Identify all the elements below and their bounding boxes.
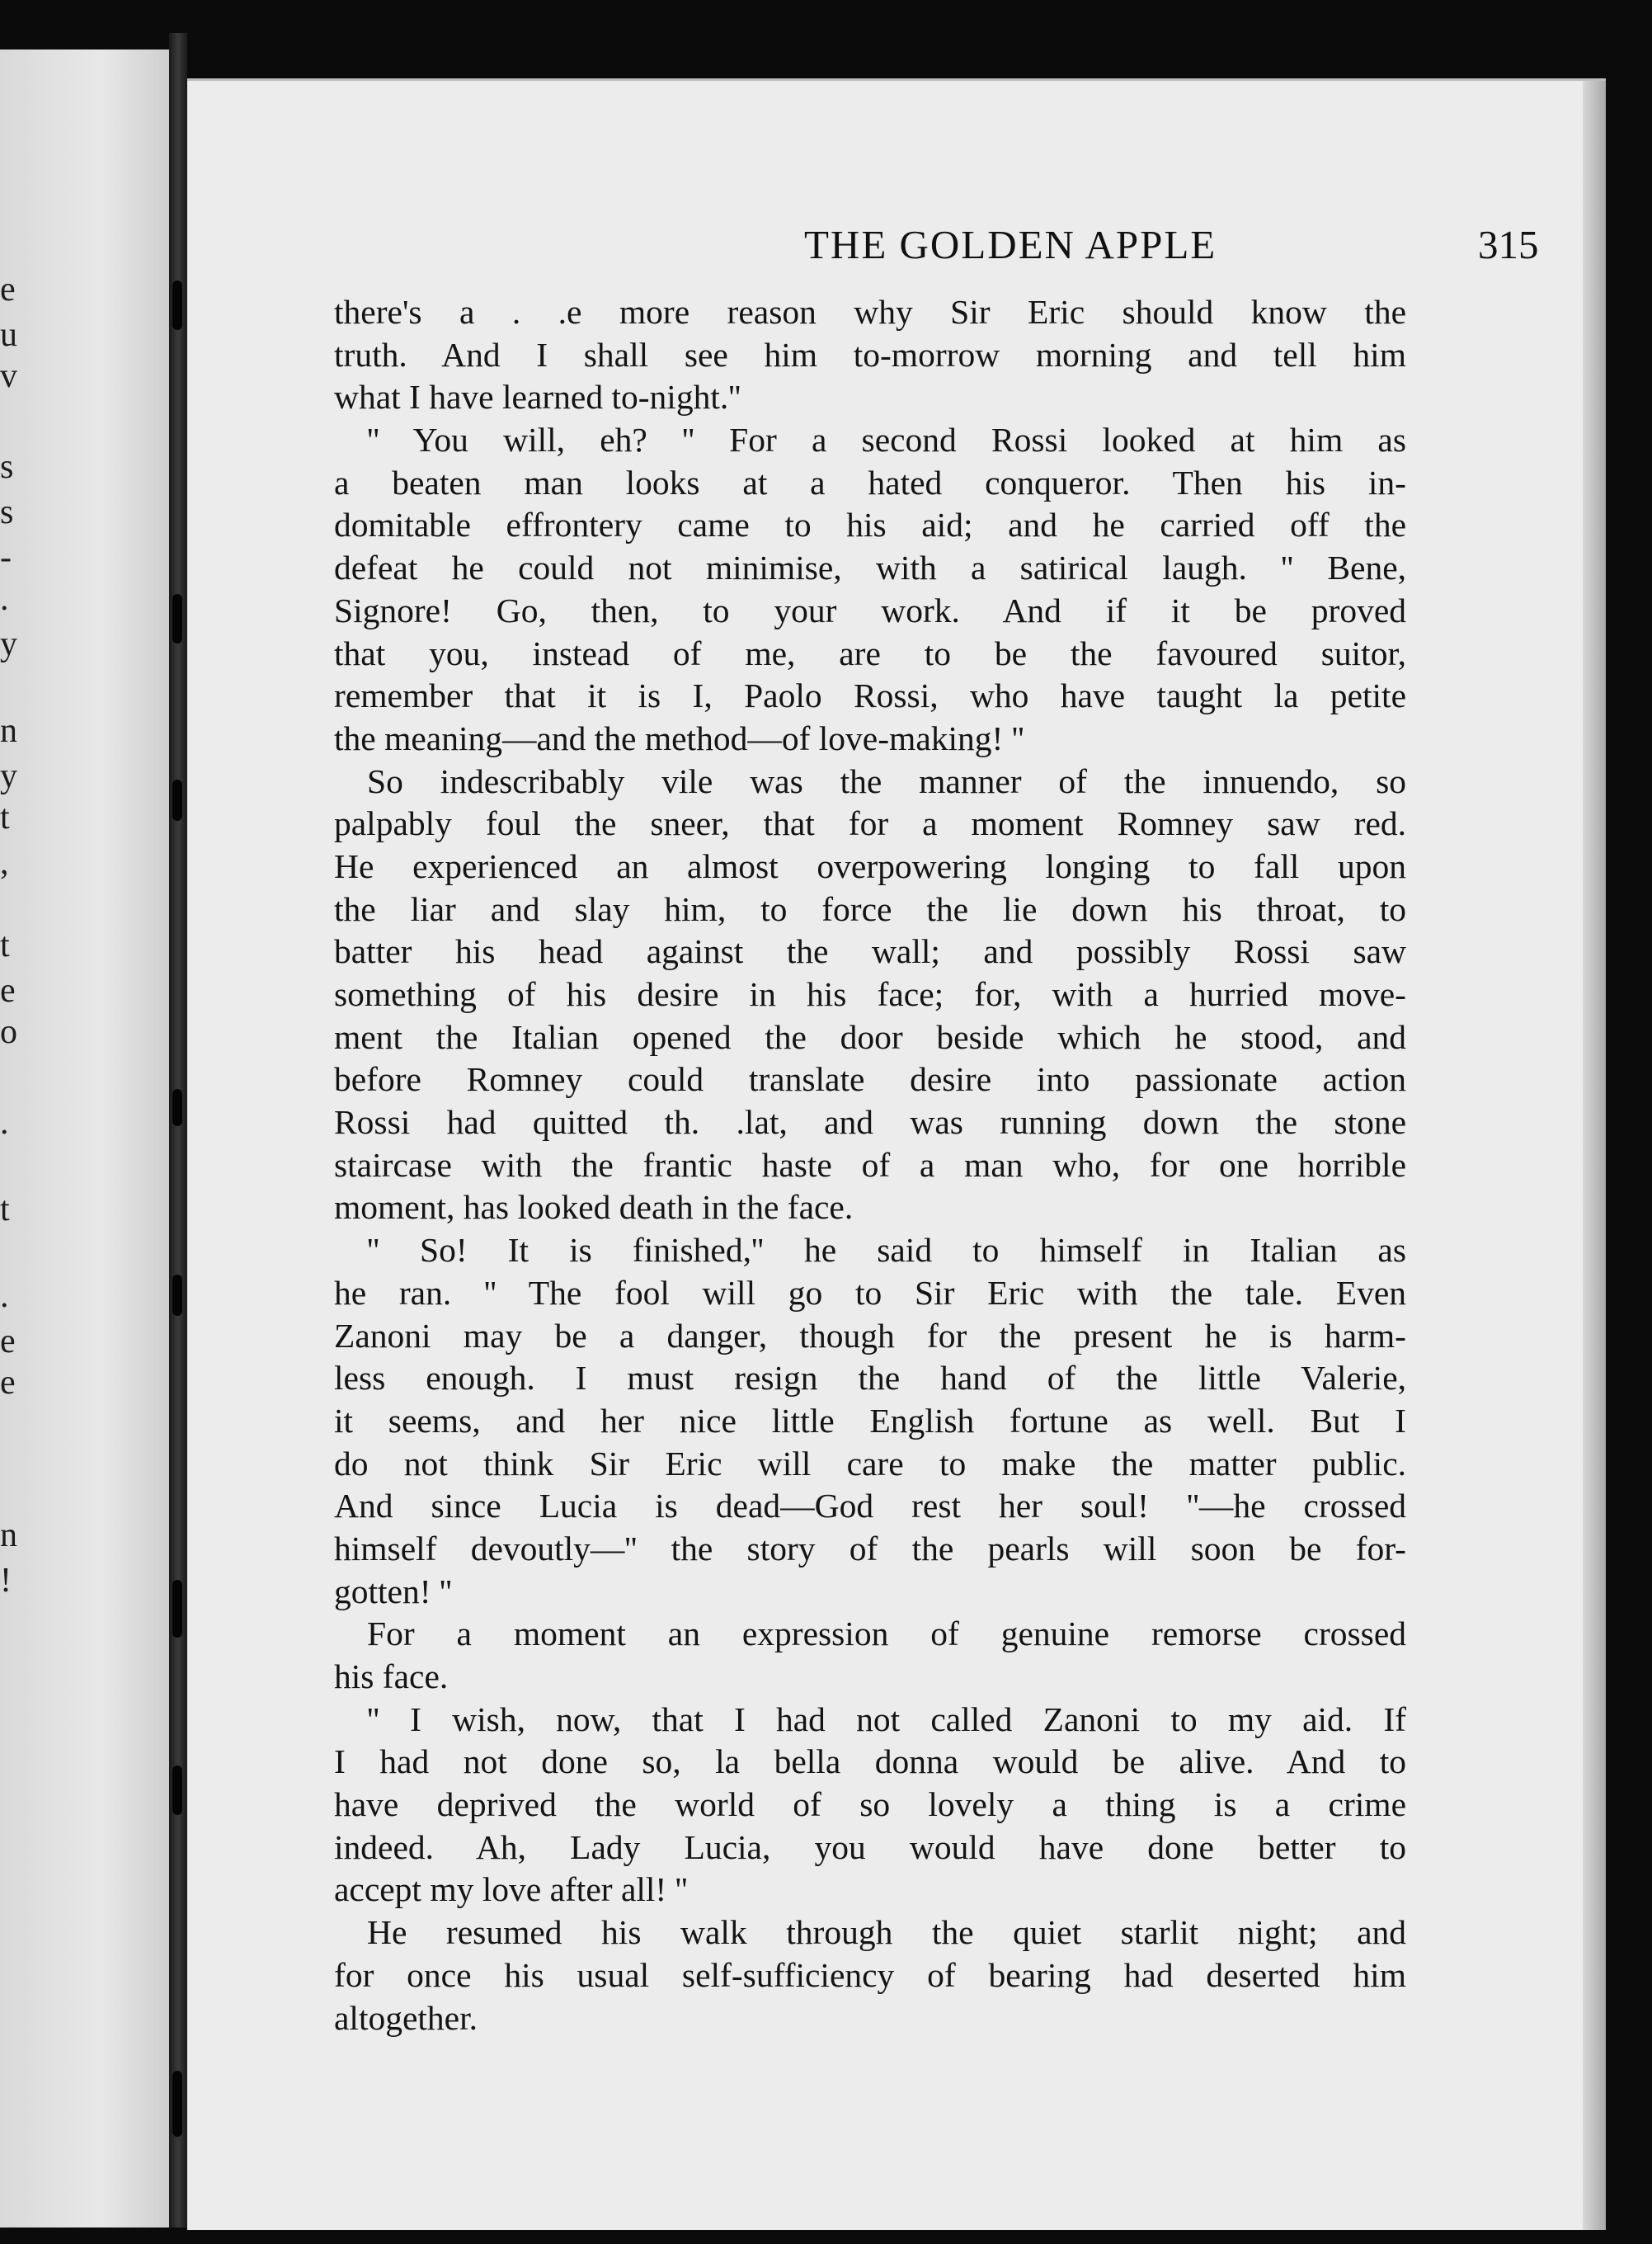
binding-mark [172,1275,182,1316]
text-line: domitable effrontery came to his aid; and he carried off the [334,506,1406,544]
left-page-text-fragment: o [0,1013,17,1051]
binding-mark [172,780,182,821]
book-gutter [169,33,187,2228]
page-edge [1583,81,1606,2230]
text-line: Zanoni may be a danger, though for the present he is harm- [334,1316,1406,1355]
left-page-text-fragment: . [0,580,9,618]
text-line: For a moment an expression of genuine remorse crossed [367,1615,1406,1653]
text-line: batter his head against the wall; and possibly Rossi saw [334,932,1406,971]
left-page-fragment [0,50,171,2228]
text-line: And since Lucia is dead—God rest her soul! ''—he crossed [334,1487,1406,1525]
binding-mark [172,280,182,330]
running-title: THE GOLDEN APPLE [804,222,1217,267]
text-line: Rossi had quitted th. .lat, and was running down the stone [334,1103,1406,1142]
text-line: accept my love after all! '' [334,1870,688,1909]
text-line: do not think Sir Eric will care to make the matter public. [334,1444,1406,1483]
text-line: altogether. [334,1998,478,2037]
binding-mark [172,1580,182,1638]
text-line: '' So! It is finished,'' he said to himself in Italian as [367,1231,1406,1270]
text-line: a beaten man looks at a hated conqueror. Then his in- [334,463,1406,502]
left-page-text-fragment: , [0,844,9,882]
text-line: defeat he could not minimise, with a satirical laugh. '' Bene, [334,549,1406,587]
text-line: indeed. Ah, Lady Lucia, you would have done better to [334,1827,1406,1866]
running-head [327,221,1614,279]
binding-mark [172,2071,182,2137]
left-page-text-fragment: t [0,799,10,837]
left-page-text-fragment: e [0,1364,16,1402]
left-page-text-fragment: s [0,448,14,486]
left-page-text-fragment: e [0,271,16,309]
book-page [187,78,1606,2230]
text-line: have deprived the world of so lovely a thing is a crime [334,1785,1406,1824]
text-line: So indescribably vile was the manner of the innuendo, so [367,761,1406,800]
text-line: He resumed his walk through the quiet starlit night; and [367,1913,1406,1952]
text-line: the liar and slay him, to force the lie down his throat, to [334,889,1406,928]
body-text [334,291,1406,2039]
text-line: ment the Italian opened the door beside which he stood, and [334,1017,1406,1056]
left-page-text-fragment: e [0,1322,16,1360]
binding-mark [172,1089,182,1126]
text-line: staircase with the frantic haste of a man who, for one horrible [334,1145,1406,1184]
left-page-text-fragment: t [0,1190,10,1228]
page-number: 315 [1478,222,1539,267]
binding-mark [172,594,182,644]
text-line: it seems, and her nice little English fortune as well. But I [334,1401,1406,1440]
text-line: remember that it is I, Paolo Rossi, who have taught la petite [334,676,1406,715]
text-line: what I have learned to-night.'' [334,378,741,417]
text-line: gotten! '' [334,1572,452,1610]
text-line: moment, has looked death in the face. [334,1188,854,1227]
text-line: truth. And I shall see him to-morrow morning and tell him [334,335,1406,374]
text-line: '' You will, eh? '' For a second Rossi looked at him as [367,421,1406,460]
text-line: I had not done so, la bella donna would be alive. And to [334,1742,1406,1781]
left-page-text-fragment: t [0,926,10,964]
text-line: before Romney could translate desire into passionate action [334,1060,1406,1099]
text-line: the meaning—and the method—of love-making! '' [334,719,1024,757]
text-line: less enough. I must resign the hand of the little Valerie, [334,1359,1406,1398]
left-page-text-fragment: y [0,625,17,663]
text-line: his face. [334,1657,449,1695]
left-page-text-fragment: v [0,357,17,395]
text-line: he ran. '' The fool will go to Sir Eric with the tale. Even [334,1273,1406,1312]
text-line: He experienced an almost overpowering longing to fall upon [334,846,1406,885]
text-line: for once his usual self-sufficiency of bearing had deserted him [334,1955,1406,1994]
left-page-text-fragment: . [0,1277,9,1315]
binding-mark [172,1766,182,1815]
text-line: that you, instead of me, are to be the favoured suitor, [334,634,1406,672]
left-page-text-fragment: ! [0,1562,12,1600]
text-line: himself devoutly—'' the story of the pearls will soon be for- [334,1529,1406,1568]
left-page-text-fragment: s [0,493,14,531]
text-line: something of his desire in his face; for, with a hurried move- [334,975,1406,1013]
text-line: Signore! Go, then, to your work. And if it be proved [334,591,1406,629]
text-line: '' I wish, now, that I had not called Zanoni to my aid. If [367,1700,1406,1738]
text-line: palpably foul the sneer, that for a moment Romney saw red. [334,804,1406,843]
left-page-text-fragment: e [0,972,16,1010]
left-page-text-fragment: y [0,757,17,795]
left-page-text-fragment: u [0,316,17,354]
text-line: there's a . .e more reason why Sir Eric should know the [334,293,1406,331]
left-page-text-fragment: - [0,539,12,577]
left-page-text-fragment: n [0,1516,17,1554]
left-page-text-fragment: . [0,1104,9,1142]
left-page-text-fragment: n [0,712,17,750]
